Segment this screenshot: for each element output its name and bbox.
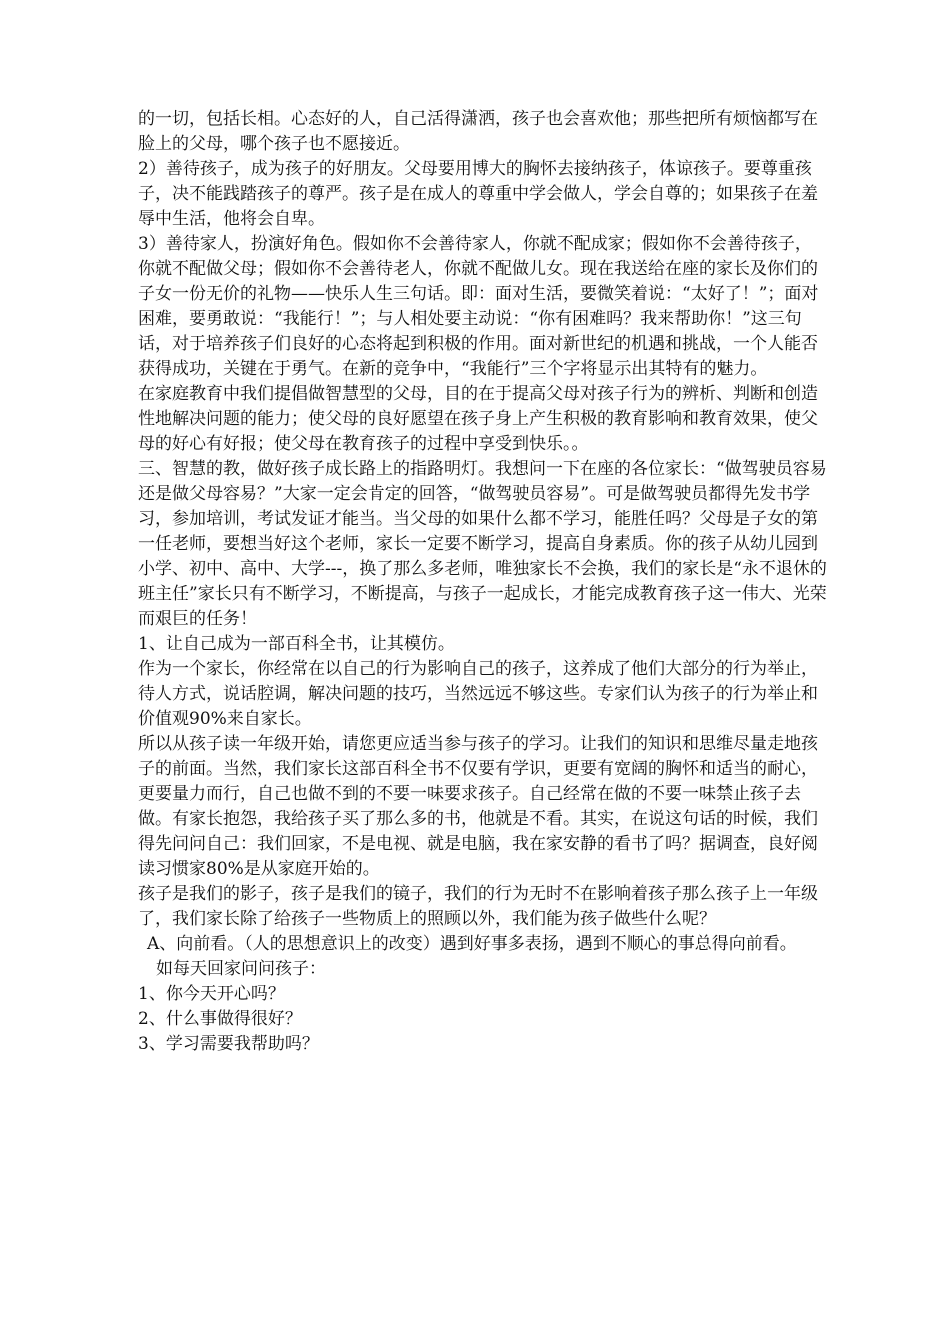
list-item-question-2: 2、什么事做得很好？ [138, 1009, 302, 1029]
paragraph-ask-child: 如每天回家问问孩子： [156, 959, 326, 979]
document-body [138, 107, 828, 1057]
paragraph-attitude: 的一切，包括长相。心态好的人，自己活得潇洒，孩子也会喜欢他；那些把所有烦恼都写在脸上的父母，哪个孩子也不愿接近。 [138, 109, 818, 154]
paragraph-parent-influence: 作为一个家长，你经常在以自己的行为影响自己的孩子，这养成了他们大部分的行为举止，待人方式，说话腔调，解决问题的技巧，当然远远不够这些。专家们认为孩子的行为举止和价值观90%来自家长。 [138, 659, 818, 729]
subheading-encyclopedia: 1、让自己成为一部百科全书，让其模仿。 [138, 634, 455, 654]
paragraph-wise-parents: 在家庭教育中我们提倡做智慧型的父母，目的在于提高父母对孩子行为的辨析、判断和创造性地解决问题的能力；使父母的良好愿望在孩子身上产生积极的教育影响和教育效果，使父母的好心有好报；使父母在教育孩子的过程中享受到快乐。。 [138, 384, 818, 454]
paragraph-look-forward: A、向前看。（人的思想意识上的改变）遇到好事多表扬，遇到不顺心的事总得向前看。 [147, 934, 797, 954]
paragraph-first-grade: 所以从孩子读一年级开始，请您更应适当参与孩子的学习。让我们的知识和思维尽量走地孩子的前面。当然，我们家长这部百科全书不仅要有学识，更要有宽阔的胸怀和适当的耐心，更要量力而行，自己也做不到的不要一味要求孩子。自己经常在做的不要一味禁止孩子去做。有家长抱怨，我给孩子买了那么多的书，他就是不看。其实，在说这句话的时候，我们得先问问自己：我们回家，不是电视、就是电脑，我在家安静的看书了吗？据调查，良好阅读习惯家80%是从家庭开始的。 [138, 734, 818, 879]
list-item-question-1: 1、你今天开心吗？ [138, 984, 285, 1004]
list-item-question-3: 3、学习需要我帮助吗？ [138, 1034, 319, 1054]
paragraph-shadow-mirror: 孩子是我们的影子，孩子是我们的镜子，我们的行为无时不在影响着孩子那么孩子上一年级了，我们家长除了给孩子一些物质上的照顾以外，我们能为孩子做些什么呢？ [138, 884, 818, 929]
paragraph-point-3: 3）善待家人，扮演好角色。假如你不会善待家人，你就不配成家；假如你不会善待孩子，你就不配做父母；假如你不会善待老人，你就不配做儿女。现在我送给在座的家长及你们的子女一份无价的礼物——快乐人生三句话。即：面对生活，要微笑着说：“太好了！”；面对困难，要勇敢说：“我能行！”；与人相处要主动说：“你有困难吗？我来帮助你！”这三句话，对于培养孩子们良好的心态将起到积极的作用。面对新世纪的机遇和挑战，一个人能否获得成功，关键在于勇气。在新的竞争中，“我能行”三个字将显示出其特有的魅力。 [138, 234, 819, 379]
paragraph-point-2: 2）善待孩子，成为孩子的好朋友。父母要用博大的胸怀去接纳孩子，体谅孩子。要尊重孩子，决不能践踏孩子的尊严。孩子是在成人的尊重中学会做人，学会自尊的；如果孩子在羞辱中生活，他将会自卑。 [138, 159, 818, 229]
section-heading-three: 三、智慧的教，做好孩子成长路上的指路明灯。我想问一下在座的各位家长：“做驾驶员容易还是做父母容易？”大家一定会肯定的回答，“做驾驶员容易”。可是做驾驶员都得先发书学习，参加培训，考试发证才能当。当父母的如果什么都不学习，能胜任吗？父母是子女的第一任老师，要想当好这个老师，家长一定要不断学习，提高自身素质。你的孩子从幼儿园到小学、初中、高中、大学---，换了那么多老师，唯独家长不会换，我们的家长是“永不退休的班主任”家长只有不断学习，不断提高，与孩子一起成长，才能完成教育孩子这一伟大、光荣而艰巨的任务！ [138, 459, 827, 629]
